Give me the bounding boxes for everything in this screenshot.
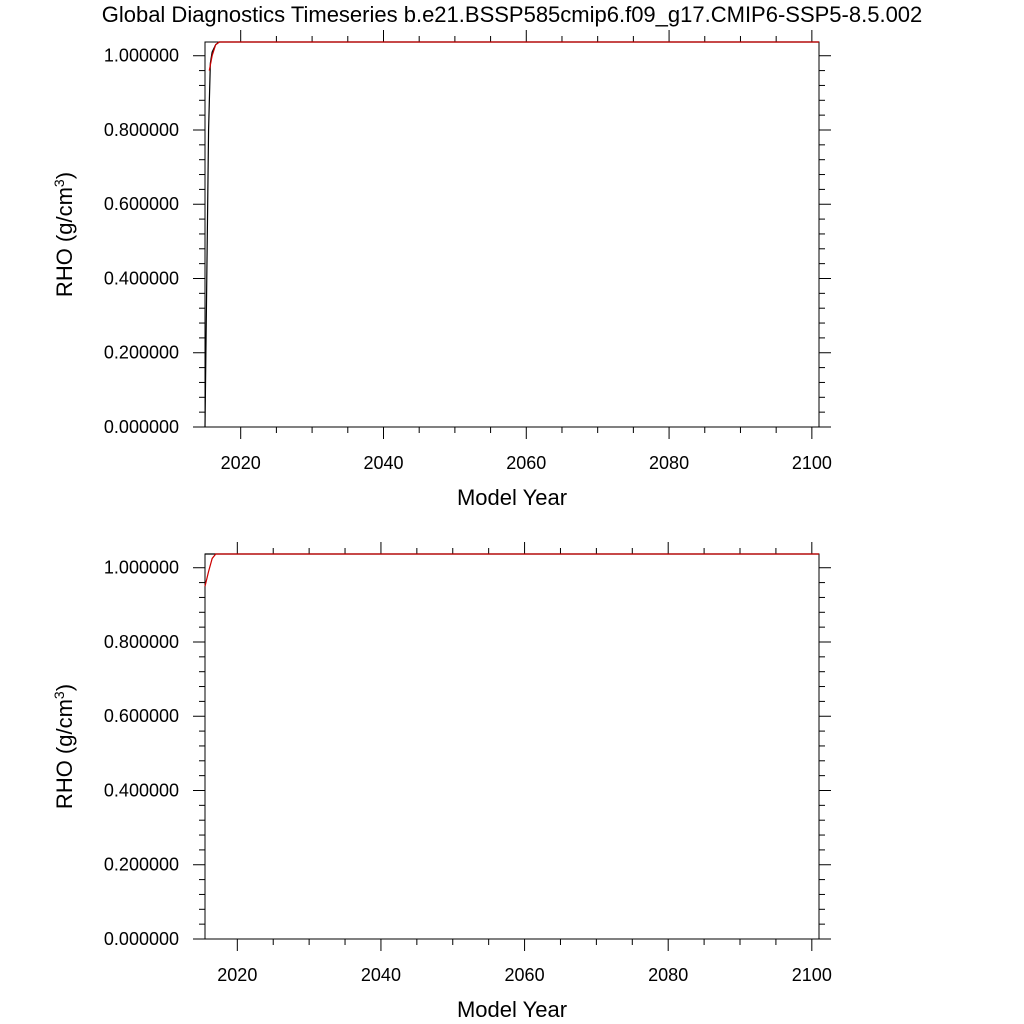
x-tick-label: 2100 [791, 965, 832, 985]
y-tick-label: 0.200000 [103, 342, 179, 363]
series-group [205, 554, 819, 586]
x-tick-label: 2060 [504, 965, 545, 985]
plot-frame [205, 554, 819, 939]
y-tick-label: 1.000000 [103, 557, 179, 578]
y-tick-label: 1.000000 [103, 45, 179, 66]
plot-frame [205, 42, 819, 427]
x-tick-label: 2020 [220, 453, 261, 473]
chart-panel-top [51, 30, 832, 510]
figure-title: Global Diagnostics Timeseries b.e21.BSSP585cmip6.f09_g17.CMIP6-SSP5-8.5.002 [101, 2, 923, 27]
y-tick-label: 0.400000 [103, 268, 179, 289]
y-axis-label: RHO $(g/cm^3)$ [51, 171, 77, 298]
axis-ticks [104, 542, 832, 985]
y-tick-label: 0.800000 [103, 119, 179, 140]
y-tick-label: 0.200000 [103, 854, 179, 875]
x-tick-label: 2040 [360, 965, 401, 985]
x-tick-label: 2100 [791, 453, 832, 473]
series-line [209, 42, 819, 71]
x-tick-label: 2080 [649, 453, 690, 473]
series-line [205, 42, 819, 427]
y-tick-label: 0.000000 [103, 417, 179, 437]
y-tick-label: 0.600000 [103, 706, 179, 727]
x-tick-label: 2060 [506, 453, 547, 473]
chart-panel-bottom [51, 542, 832, 1022]
y-axis-label: RHO $(g/cm^3)$ [51, 683, 77, 810]
axis-ticks [104, 30, 832, 473]
y-tick-label: 0.600000 [103, 194, 179, 215]
y-tick-label: 0.000000 [103, 929, 179, 949]
y-tick-label: 0.400000 [103, 780, 179, 801]
x-axis-label: Model Year [456, 997, 568, 1022]
x-tick-label: 2040 [363, 453, 404, 473]
x-axis-label: Model Year [456, 485, 568, 510]
y-tick-label: 0.800000 [103, 631, 179, 652]
series-group [205, 42, 819, 427]
x-tick-label: 2080 [648, 965, 689, 985]
x-tick-label: 2020 [217, 965, 258, 985]
series-line [205, 554, 819, 586]
